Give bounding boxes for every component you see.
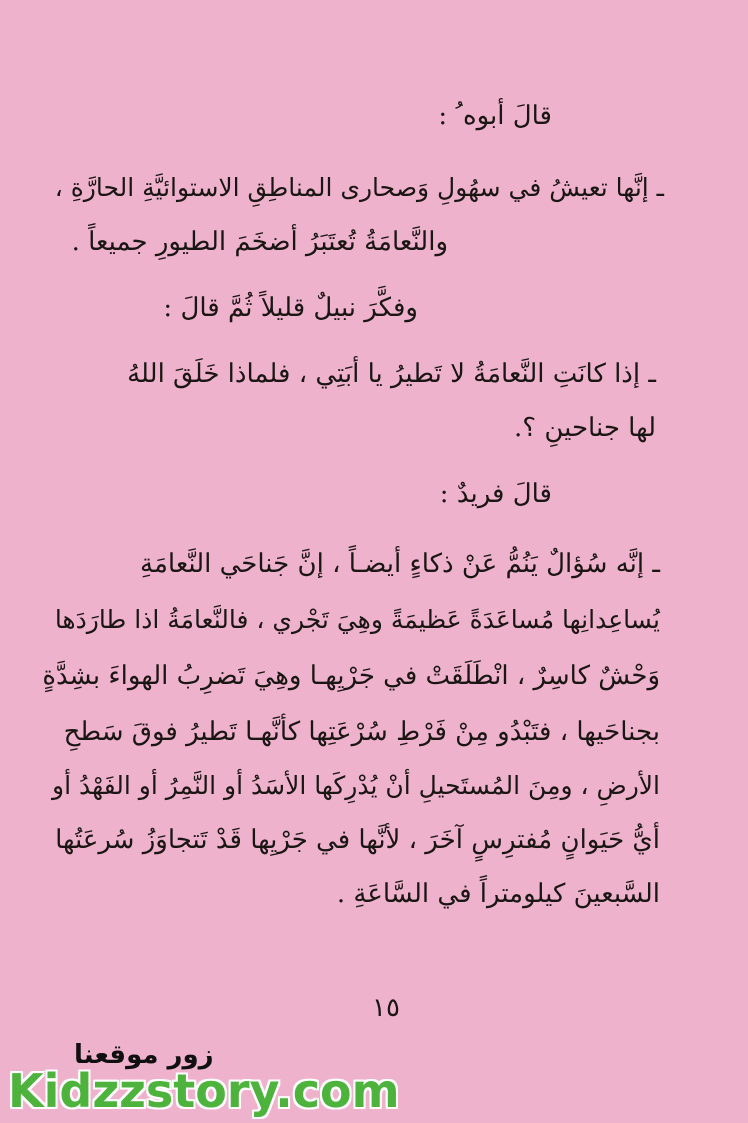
page-number: ١٥ — [372, 993, 400, 1023]
text-line-12: الأرضِ ، ومِنَ المُستَحيلِ أنْ يُدْرِكَها الأسَدُ أو النَّمِرُ أو الفَهْدُ أو — [52, 771, 660, 800]
text-line-1: قالَ أبوه ُ : — [438, 101, 552, 131]
text-line-7: قالَ فريدٌ : — [439, 479, 552, 509]
text-line-6: لها جناحينِ ؟. — [514, 413, 656, 443]
text-line-3: والنَّعامَةُ تُعتَبَرُ أضخَمَ الطيورِ جميعاً . — [71, 227, 448, 257]
watermark-arabic-text: زور موقعنا — [74, 1040, 214, 1070]
text-line-9: يُساعِدانِها مُساعَدَةً عَظيمَةً وهِيَ تَجْري ، فالنَّعامَةُ اذا طارَدَها — [54, 605, 660, 634]
text-line-11: بجناحَيها ، فتَبْدُو مِنْ فَرْطِ سُرْعَتِها كأنَّهـا تَطيرُ فوقَ سَطحِ — [63, 717, 660, 747]
watermark-logo-text: Kidzzstory.com — [8, 1064, 400, 1118]
text-line-4: وفكَّرَ نبيلٌ قليلاً ثُمَّ قالَ : — [163, 293, 418, 323]
text-line-5: ـ إذا كانَتِ النَّعامَةُ لا تَطيرُ يا أبَتِي ، فلماذا خَلَقَ اللهُ — [127, 359, 656, 389]
text-line-13: أيُّ حَيَوانٍ مُفترِسٍ آخَرَ ، لأنَّها في جَرْيِها قَدْ تَتجاوَزُ سُرعَتُها — [55, 825, 660, 855]
text-line-14: السَّبعينَ كيلومتراً في السَّاعَةِ . — [336, 879, 660, 909]
text-line-10: وَحْشٌ كاسِرٌ ، انْطَلَقَتْ في جَرْيِهـا وهِيَ تَضرِبُ الهواءَ بشِدَّةٍ — [42, 661, 660, 691]
text-line-8: ـ إنَّه سُؤالٌ يَنُمُّ عَنْ ذكاءٍ أيضـاً ، إنَّ جَناحَي النَّعامَةِ — [140, 549, 660, 579]
text-line-2: ـ إنَّها تعيشُ في سهُولِ وَصحارى المناطِقِ الاستوائيَّةِ الحارَّةِ ، — [54, 173, 664, 202]
